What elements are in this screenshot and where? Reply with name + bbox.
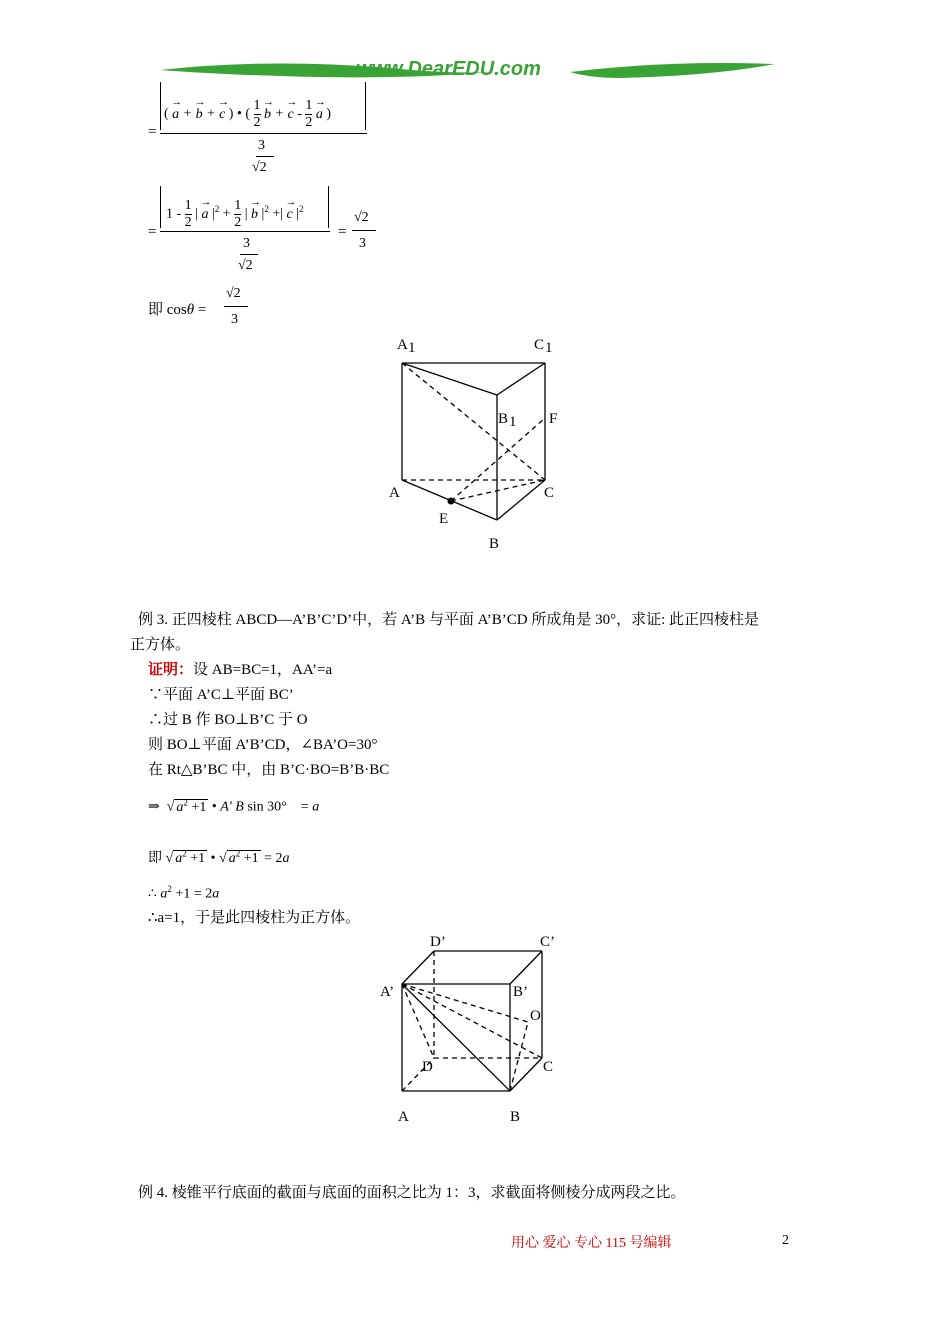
label-D1: D’ — [430, 934, 446, 950]
example3-conclusion: ∴a=1，于是此四棱柱为正方体。 — [148, 910, 361, 926]
step2-numerator: 1 - $\frac{1}{2}$ | → a $|^2$ + $\frac{1}{2}$ | → b $|^2$ +| → c $|^2$ — [166, 198, 304, 231]
label-F: F — [549, 411, 558, 427]
step1-numerator: ( → a + → b + → c ) • ( $\frac{1}{2}$ → b + → c - $\frac{1}{2}$ → a ) — [164, 98, 331, 131]
page-number: 2 — [782, 1233, 789, 1248]
label-C1: C’ — [540, 934, 555, 950]
figure-prism — [380, 330, 580, 560]
svg-text:1: 1 — [545, 340, 553, 356]
label-A1: A — [397, 337, 408, 353]
formula-3: ∴ $a^2 +1 = 2a$ — [148, 884, 220, 902]
label-C1: C — [534, 337, 545, 353]
proof-label: 证明： — [148, 662, 194, 678]
proof-line-1: ∵平面 A’C⊥平面 BC’ — [148, 687, 294, 703]
label-B1: B — [498, 411, 509, 427]
label-B: B — [489, 536, 500, 552]
label-A: A — [398, 1109, 409, 1125]
label-C: C — [543, 1059, 554, 1075]
equals-sign: = — [148, 124, 157, 140]
proof-line-2: ∴过 B 作 BO⊥B’C 于 O — [148, 712, 308, 728]
formula-1: ⇒ √ $a^2 +1$ • A' B sin 30° = a — [148, 797, 320, 815]
proof-line-0: 证明：设 AB=BC=1，AA’=a — [148, 662, 333, 678]
figure-cube — [370, 925, 570, 1130]
svg-text:1: 1 — [408, 340, 416, 356]
footer-text: 用心 爱心 专心 115 号编辑 — [511, 1236, 672, 1251]
label-C: C — [544, 485, 555, 501]
site-logo-text: www.DearEDU.com — [356, 58, 541, 80]
step1-denominator: √2 — [252, 160, 267, 175]
example4-problem: 例 4. 棱锥平行底面的截面与底面的面积之比为 1：3，求截面将侧棱分成两段之比。 — [138, 1185, 686, 1201]
example3-problem-line2: 正方体。 — [130, 637, 191, 653]
example3-problem-line1: 例 3. 正四棱柱 ABCD—A’B’C’D’中，若 A’B 与平面 A’B’CD 所成角是 30°，求证: 此正四棱柱是 — [138, 612, 760, 628]
label-O: O — [530, 1008, 541, 1024]
formula-2: 即 √ $a^2 +1$ • √ $a^2 +1 = 2a$ — [148, 848, 290, 866]
svg-text:1: 1 — [509, 414, 517, 430]
label-A1: A’ — [380, 984, 395, 1000]
label-B1: B’ — [513, 984, 528, 1000]
label-B: B — [510, 1109, 521, 1125]
label-D: D — [422, 1059, 433, 1075]
label-E: E — [439, 511, 449, 527]
label-A: A — [389, 485, 400, 501]
proof-line-4: 在 Rt△B’BC 中，由 B’C·BO=B’B·BC — [148, 762, 390, 778]
step2-denominator: √2 — [238, 258, 253, 273]
proof-line-3: 则 BO⊥平面 A’B’CD，∠BA’O=30° — [148, 737, 378, 753]
